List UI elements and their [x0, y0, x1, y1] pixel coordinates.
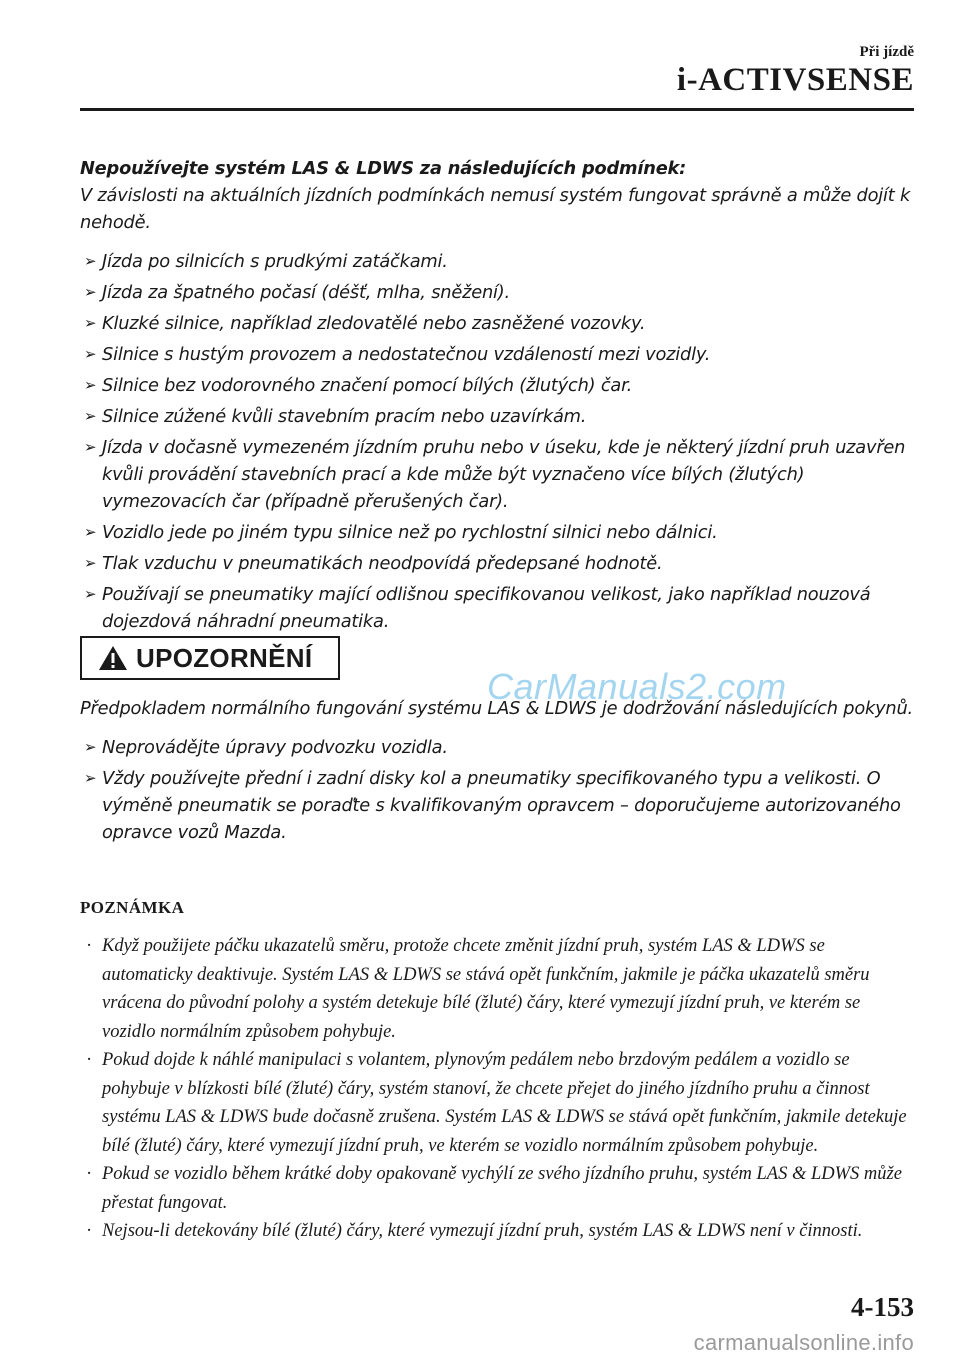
- arrowhead-icon: ➢: [84, 738, 97, 756]
- footer-site-link[interactable]: carmanualsonline.info: [693, 1330, 914, 1355]
- arrowhead-icon: ➢: [84, 345, 97, 363]
- dot-icon: ·: [86, 936, 93, 956]
- arrowhead-icon: ➢: [84, 314, 97, 332]
- header-divider: [80, 108, 914, 111]
- arrowhead-icon: ➢: [84, 523, 97, 541]
- list-item: ➢ Jízda v dočasně vymezeném jízdním pruhu nebo v úseku, kde je některý jízdní pruh uzavřen kvůli provádění stavebních prací a kde může být vyznačeno více bílých (žlutých) vymezovacích čar (případně přerušených čar).: [80, 434, 914, 515]
- note-list: [80, 932, 916, 1246]
- list-item: ➢ Silnice zúžené kvůli stavebním pracím nebo uzavírkám.: [80, 403, 914, 430]
- dot-icon: ·: [86, 1050, 93, 1070]
- section-title: Při jízdě: [859, 44, 914, 60]
- list-item: · Pokud dojde k náhlé manipulaci s volantem, plynovým pedálem nebo brzdovým pedálem a vozidlo se pohybuje v blízkosti bílé (žluté) čáry, systém stanoví, že chcete přejet do jiného jízdního pruhu a činnost systému LAS & LDWS bude dočasně zrušena. Systém LAS & LDWS se stává opět funkčním, jakmile detekuje bílé (žluté) čáry, které vymezují jízdní pruh, ve kterém se vozidlo normálním způsobem pohybuje.: [80, 1046, 916, 1160]
- list-item: ➢ Jízda po silnicích s prudkými zatáčkami.: [80, 248, 914, 275]
- caution-label: UPOZORNĚNÍ: [136, 642, 313, 673]
- caution-intro: Předpokladem normálního fungování systému LAS & LDWS je dodržování následujících pokynů.: [80, 698, 914, 719]
- caution-list: [80, 734, 914, 846]
- list-item: · Nejsou-li detekovány bílé (žluté) čáry, které vymezují jízdní pruh, systém LAS & LDWS není v činnosti.: [80, 1217, 916, 1246]
- arrowhead-icon: ➢: [84, 438, 97, 456]
- list-item: ➢ Používají se pneumatiky mající odlišnou specifikovanou velikost, jako například nouzová dojezdová náhradní pneumatika.: [80, 581, 914, 635]
- arrowhead-icon: ➢: [84, 585, 97, 603]
- list-item: ➢ Jízda za špatného počasí (déšť, mlha, sněžení).: [80, 279, 914, 306]
- list-item: ➢ Kluzké silnice, například zledovatělé nebo zasněžené vozovky.: [80, 310, 914, 337]
- list-item: ➢ Silnice s hustým provozem a nedostatečnou vzdáleností mezi vozidly.: [80, 341, 914, 368]
- note-section: [80, 898, 916, 1246]
- list-item: · Když použijete páčku ukazatelů směru, protože chcete změnit jízdní pruh, systém LAS & LDWS se automaticky deaktivuje. Systém LAS & LDWS se stává opět funkčním, jakmile je páčka ukazatelů směru vrácena do původní polohy a systém detekuje bílé (žluté) čáry, které vymezují jízdní pruh, ve kterém se vozidlo normálním způsobem pohybuje.: [80, 932, 916, 1046]
- conditions-list: [80, 248, 914, 635]
- note-title: POZNÁMKA: [80, 898, 185, 917]
- conditions-intro: V závislosti na aktuálních jízdních podmínkách nemusí systém fungovat správně a může dojít k nehodě.: [80, 185, 911, 233]
- arrowhead-icon: ➢: [84, 376, 97, 394]
- list-item: ➢ Tlak vzduchu v pneumatikách neodpovídá předepsané hodnotě.: [80, 550, 914, 577]
- list-item: · Pokud se vozidlo během krátké doby opakovaně vychýlí ze svého jízdního pruhu, systém LAS & LDWS může přestat fungovat.: [80, 1160, 916, 1217]
- chapter-title: i-ACTIVSENSE: [676, 62, 914, 98]
- page-number: 4-153: [851, 1292, 914, 1322]
- main-content: [80, 155, 914, 639]
- caution-box: [80, 636, 340, 680]
- watermark: CarManuals2.com: [487, 666, 787, 707]
- list-item: ➢ Vždy používejte přední i zadní disky kol a pneumatiky specifikovaného typu a velikosti. O výměně pneumatik se poraďte s kvalifikovaným opravcem – doporučujeme autorizovaného opravce vozů Mazda.: [80, 765, 914, 846]
- arrowhead-icon: ➢: [84, 252, 97, 270]
- arrowhead-icon: ➢: [84, 554, 97, 572]
- warning-triangle-icon: [98, 645, 128, 671]
- arrowhead-icon: ➢: [84, 407, 97, 425]
- list-item: ➢ Silnice bez vodorovného značení pomocí bílých (žlutých) čar.: [80, 372, 914, 399]
- list-item: ➢ Neprovádějte úpravy podvozku vozidla.: [80, 734, 914, 761]
- conditions-heading: Nepoužívejte systém LAS & LDWS za následujících podmínek:: [80, 158, 687, 179]
- list-item: ➢ Vozidlo jede po jiném typu silnice než po rychlostní silnici nebo dálnici.: [80, 519, 914, 546]
- dot-icon: ·: [86, 1164, 93, 1184]
- dot-icon: ·: [86, 1221, 93, 1241]
- arrowhead-icon: ➢: [84, 769, 97, 787]
- arrowhead-icon: ➢: [84, 283, 97, 301]
- caution-content: [80, 695, 914, 850]
